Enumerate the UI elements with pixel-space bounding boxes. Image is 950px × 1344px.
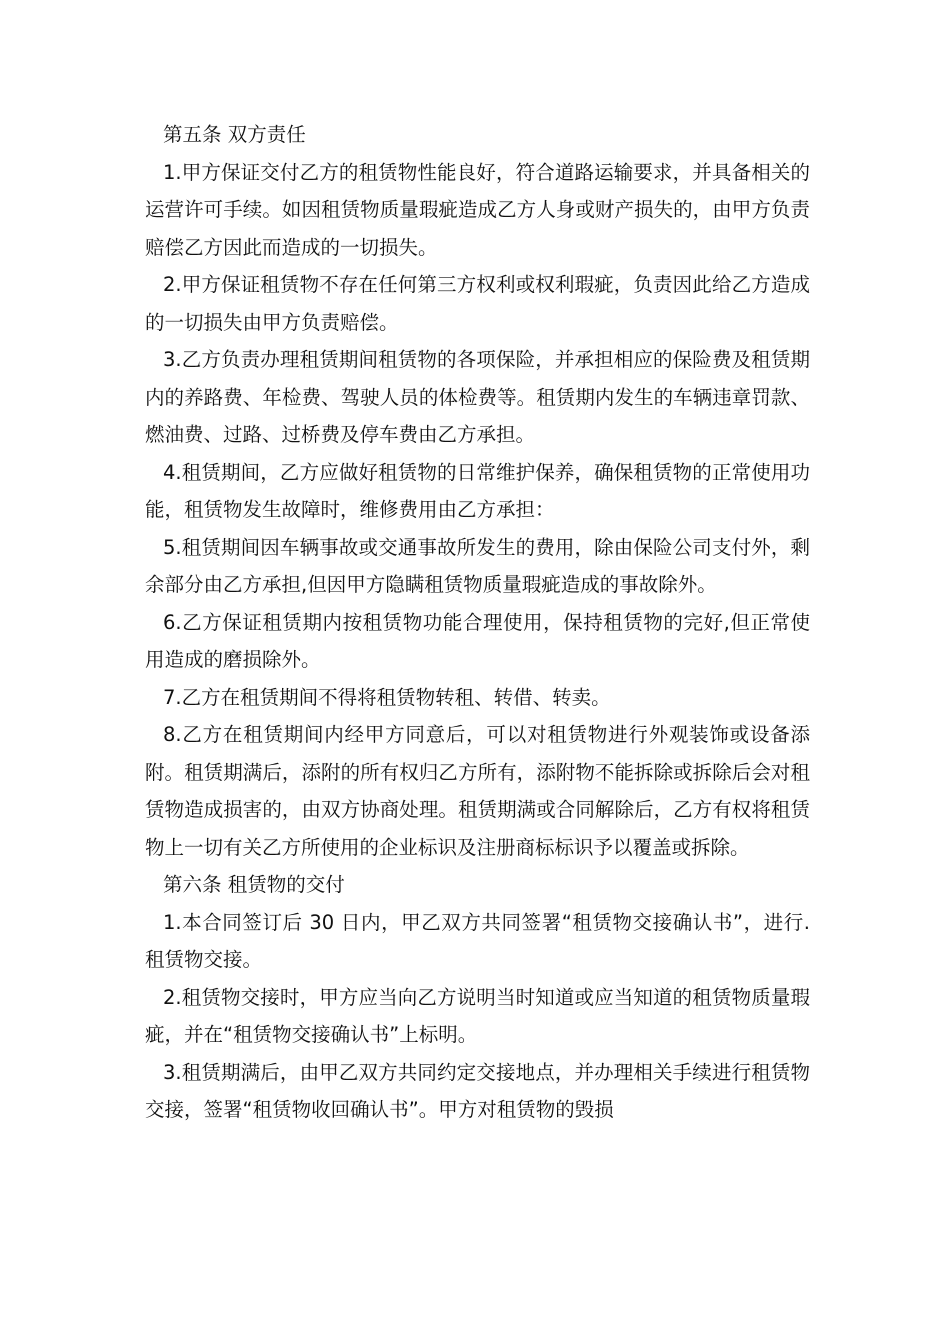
section-5-paragraph-8: 8.乙方在租赁期间内经甲方同意后，可以对租赁物进行外观装饰或设备添附。租赁期满后，添附的所有权归乙方所有，添附物不能拆除或拆除后会对租赁物造成损害的，由双方协商处理。租赁期满或合同解除后，乙方有权将租赁物上一切有关乙方所使用的企业标识及注册商标标识予以覆盖或拆除。 — [145, 723, 810, 859]
section-5-paragraph-3: 3.乙方负责办理租赁期间租赁物的各项保险，并承担相应的保险费及租赁期内的养路费、年检费、驾驶人员的体检费等。租赁期内发生的车辆违章罚款、燃油费、过路、过桥费及停车费由乙方承担。 — [145, 348, 810, 446]
section-5-paragraph-4: 4.租赁期间，乙方应做好租赁物的日常维护保养，确保租赁物的正常使用功能，租赁物发生故障时，维修费用由乙方承担： — [145, 460, 810, 521]
section-5-paragraph-7: 7.乙方在租赁期间不得将租赁物转租、转借、转卖。 — [163, 685, 611, 709]
section-5-paragraph-6: 6.乙方保证租赁期内按租赁物功能合理使用，保持租赁物的完好,但正常使用造成的磨损除外。 — [145, 610, 810, 671]
section-5-paragraph-2: 2.甲方保证租赁物不存在任何第三方权利或权利瑕疵，负责因此给乙方造成的一切损失由甲方负责赔偿。 — [145, 273, 810, 334]
section-6-paragraph-3: 3.租赁期满后，由甲乙双方共同约定交接地点，并办理相关手续进行租赁物交接，签署“租赁物收回确认书”。甲方对租赁物的毁损 — [145, 1060, 810, 1121]
section-5-paragraph-1: 1.甲方保证交付乙方的租赁物性能良好，符合道路运输要求，并具备相关的运营许可手续。如因租赁物质量瑕疵造成乙方人身或财产损失的，由甲方负责赔偿乙方因此而造成的一切损失。 — [145, 160, 810, 259]
section-heading-5: 第五条 双方责任 — [163, 123, 306, 146]
section-6-paragraph-1: 1.本合同签订后 30 日内，甲乙双方共同签署“租赁物交接确认书”，进行.租赁物交接。 — [145, 910, 810, 971]
section-heading-6: 第六条 租赁物的交付 — [163, 873, 345, 896]
section-6-paragraph-2: 2.租赁物交接时，甲方应当向乙方说明当时知道或应当知道的租赁物质量瑕疵，并在“租赁物交接确认书”上标明。 — [145, 985, 810, 1046]
section-5-paragraph-5: 5.租赁期间因车辆事故或交通事故所发生的费用，除由保险公司支付外，剩余部分由乙方承担,但因甲方隐瞒租赁物质量瑕疵造成的事故除外。 — [145, 535, 810, 596]
document-body — [145, 116, 810, 1129]
